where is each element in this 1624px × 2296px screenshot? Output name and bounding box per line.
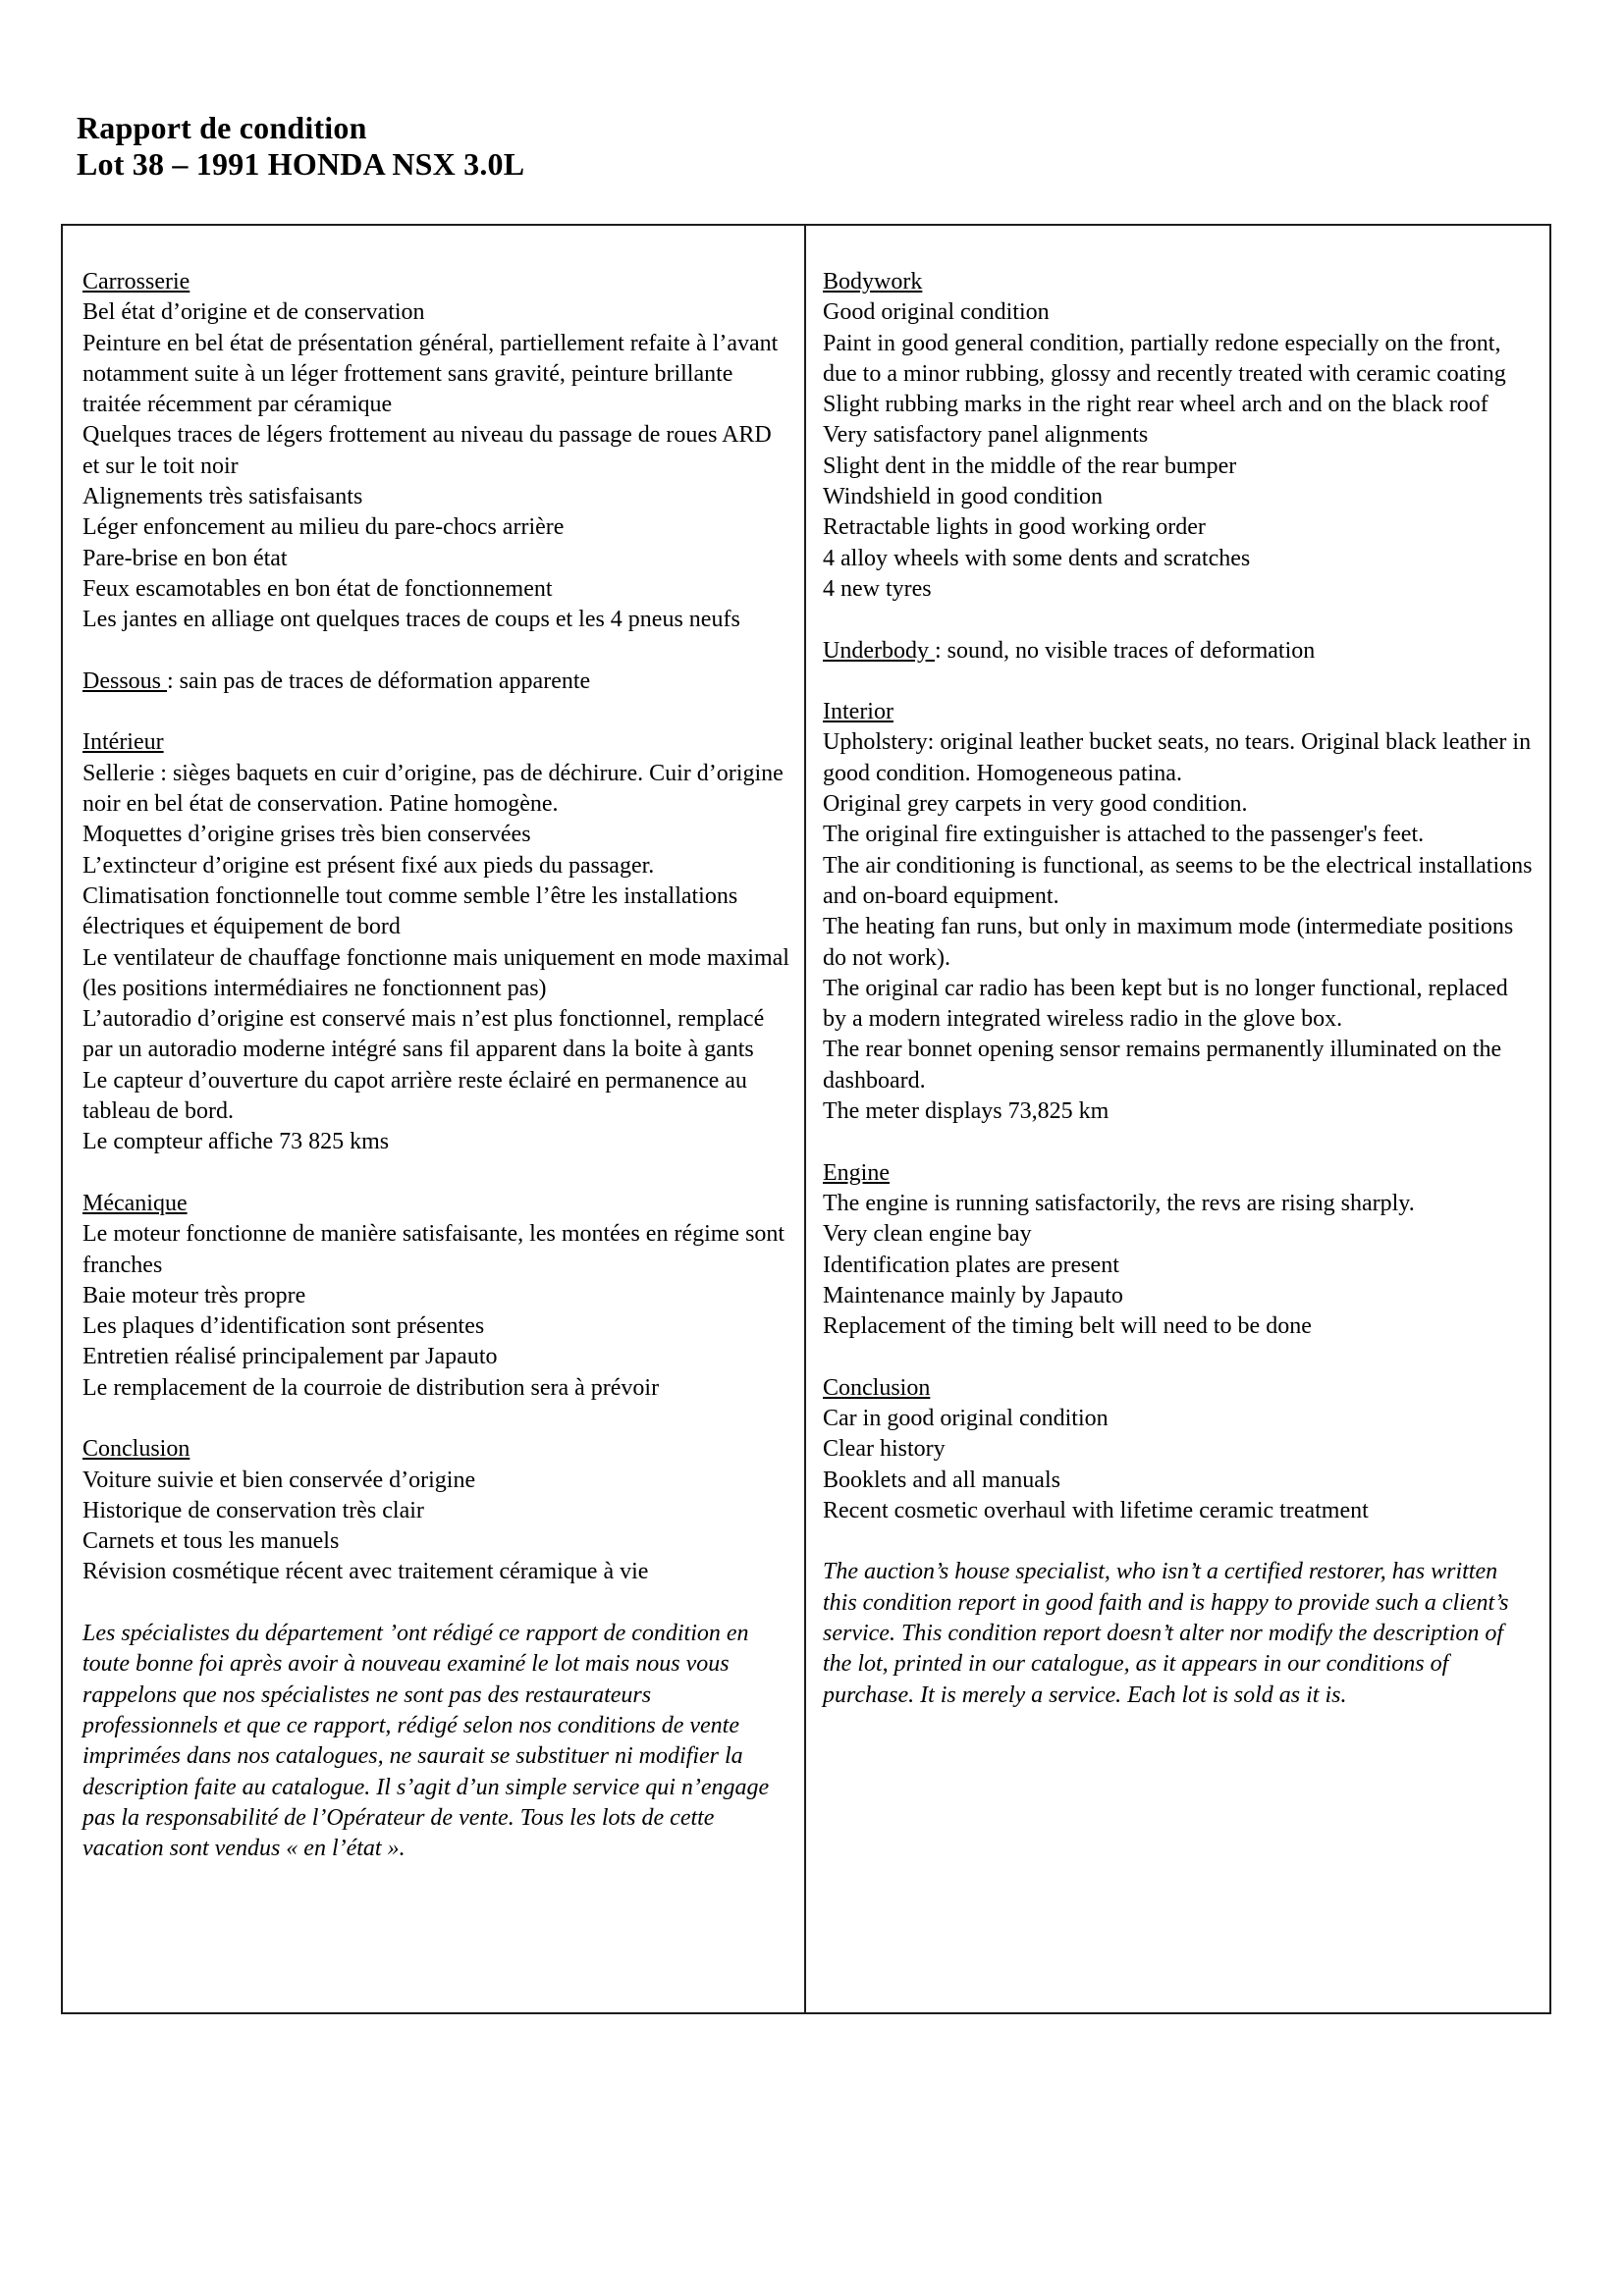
report-line: Original grey carpets in very good condition. bbox=[823, 791, 1248, 818]
section-heading: Interior bbox=[823, 699, 893, 725]
report-line: Slight rubbing marks in the right rear wheel arch and on the black roof bbox=[823, 392, 1489, 418]
report-line: Car in good original condition bbox=[823, 1405, 1109, 1431]
report-line: Moquettes d’origine grises très bien conservées bbox=[82, 822, 531, 848]
report-line: The original car radio has been kept but is no longer functional, replaced by a modern integrated wireless radio in the glove box. bbox=[823, 975, 1508, 1033]
report-line: Very satisfactory panel alignments bbox=[823, 422, 1149, 449]
report-line: Clear history bbox=[823, 1436, 946, 1463]
section-heading: Intérieur bbox=[82, 729, 164, 756]
section-heading-line bbox=[82, 1434, 791, 1465]
section-heading-line bbox=[82, 267, 791, 297]
disclaimer-paragraph: Les spécialistes du département ’ont rédigé ce rapport de condition en toute bonne foi après avoir à nouveau examiné le lot mais nous vous rappelons que nos spécialistes ne sont pas des restaurateurs professionnels et que ce rapport, rédigé selon nos conditions de vente imprimées dans nos catalogues, ne saurait se substituer ni modifier la description faite au catalogue. Il s’agit d’un simple service qui n’engage pas la responsabilité de l’Opérateur de vente. Tous les lots de cette vacation sont vendus « en l’état ». bbox=[82, 1621, 770, 1862]
report-section bbox=[823, 267, 1534, 605]
report-line: Le compteur affiche 73 825 kms bbox=[82, 1129, 390, 1155]
report-section bbox=[823, 636, 1534, 667]
section-heading-line bbox=[823, 1373, 1534, 1404]
section-heading: Mécanique bbox=[82, 1190, 188, 1216]
section-heading-line bbox=[823, 267, 1534, 297]
report-line: Sellerie : sièges baquets en cuir d’origine, pas de déchirure. Cuir d’origine noir en bel état de conservation. Patine homogène. bbox=[82, 760, 784, 818]
report-section bbox=[823, 697, 1534, 1127]
report-line: Les plaques d’identification sont présentes bbox=[82, 1313, 485, 1340]
report-line: Quelques traces de légers frottement au niveau du passage de roues ARD et sur le toit noir bbox=[82, 422, 772, 479]
report-line: L’extincteur d’origine est présent fixé aux pieds du passager. bbox=[82, 852, 655, 879]
report-line: Baie moteur très propre bbox=[82, 1282, 306, 1308]
lot-title: Lot 38 – 1991 HONDA NSX 3.0L bbox=[77, 146, 525, 182]
report-line: Maintenance mainly by Japauto bbox=[823, 1282, 1123, 1308]
report-line: Entretien réalisé principalement par Japauto bbox=[82, 1344, 498, 1370]
disclaimer-block bbox=[82, 1619, 791, 1864]
report-line: Recent cosmetic overhaul with lifetime ceramic treatment bbox=[823, 1497, 1369, 1523]
report-section bbox=[82, 267, 791, 636]
disclaimer-block bbox=[823, 1557, 1534, 1710]
report-line: Upholstery: original leather bucket seats, no tears. Original black leather in good condition. Homogeneous patina. bbox=[823, 729, 1532, 786]
report-line: Windshield in good condition bbox=[823, 484, 1104, 510]
report-line: Replacement of the timing belt will need to be done bbox=[823, 1313, 1312, 1340]
report-line: Le moteur fonctionne de manière satisfaisante, les montées en régime sont franches bbox=[82, 1221, 785, 1278]
report-section bbox=[82, 1434, 791, 1587]
disclaimer-paragraph: The auction’s house specialist, who isn’t a certified restorer, has written this condition report in good faith and is happy to provide such a client’s service. This condition report doesn’t alter nor modify the description of the lot, printed in our catalogue, as it appears in our conditions of purchase. It is merely a service. Each lot is sold as it is. bbox=[823, 1559, 1509, 1708]
report-line: Léger enfoncement au milieu du pare-chocs arrière bbox=[82, 514, 565, 541]
report-header bbox=[77, 110, 524, 183]
section-heading: Dessous bbox=[82, 667, 168, 694]
report-line: The engine is running satisfactorily, the revs are rising sharply. bbox=[823, 1190, 1415, 1216]
section-heading-line bbox=[823, 1158, 1534, 1189]
section-heading: Underbody bbox=[823, 637, 935, 664]
report-line: Peinture en bel état de présentation général, partiellement refaite à l’avant notamment suite à un léger frottement sans gravité, peinture brillante traitée récemment par céramique bbox=[82, 330, 779, 418]
report-line: Slight dent in the middle of the rear bumper bbox=[823, 453, 1237, 479]
section-heading-line bbox=[823, 697, 1534, 727]
report-line: Carnets et tous les manuels bbox=[82, 1528, 340, 1555]
report-section bbox=[82, 727, 791, 1157]
report-line: Bel état d’origine et de conservation bbox=[82, 299, 425, 326]
report-line: L’autoradio d’origine est conservé mais n’est plus fonctionnel, remplacé par un autoradio moderne intégré sans fil apparent dans la boite à gants bbox=[82, 1006, 765, 1063]
report-line: The air conditioning is functional, as seems to be the electrical installations and on-board equipment. bbox=[823, 852, 1533, 909]
report-line: The original fire extinguisher is attached to the passenger's feet. bbox=[823, 822, 1425, 848]
report-section bbox=[82, 1189, 791, 1404]
section-heading: Engine bbox=[823, 1159, 890, 1186]
section-heading-line bbox=[82, 727, 791, 758]
report-line: The meter displays 73,825 km bbox=[823, 1098, 1110, 1125]
section-heading: Bodywork bbox=[823, 269, 923, 294]
report-line: Révision cosmétique récent avec traitement céramique à vie bbox=[82, 1559, 649, 1585]
report-section bbox=[823, 1373, 1534, 1526]
report-line: The heating fan runs, but only in maximum mode (intermediate positions do not work). bbox=[823, 914, 1514, 971]
section-heading: Carrosserie bbox=[82, 269, 190, 294]
report-line: 4 new tyres bbox=[823, 575, 932, 602]
report-section bbox=[82, 667, 791, 697]
report-title: Rapport de condition bbox=[77, 110, 367, 145]
report-line: Climatisation fonctionnelle tout comme semble l’être les installations électriques et équipement de bord bbox=[82, 882, 738, 940]
report-line: Feux escamotables en bon état de fonctionnement bbox=[82, 575, 553, 602]
french-column bbox=[63, 226, 806, 2012]
report-line: Les jantes en alliage ont quelques traces de coups et les 4 pneus neufs bbox=[82, 607, 740, 633]
report-line: Very clean engine bay bbox=[823, 1221, 1032, 1248]
report-line: Historique de conservation très clair bbox=[82, 1497, 424, 1523]
report-line: Booklets and all manuals bbox=[823, 1467, 1060, 1493]
report-line: The rear bonnet opening sensor remains permanently illuminated on the dashboard. bbox=[823, 1037, 1502, 1094]
report-section bbox=[823, 1158, 1534, 1343]
report-line: Retractable lights in good working order bbox=[823, 514, 1206, 541]
report-line: Le remplacement de la courroie de distribution sera à prévoir bbox=[82, 1374, 660, 1401]
report-line: Pare-brise en bon état bbox=[82, 545, 288, 571]
report-line: 4 alloy wheels with some dents and scratches bbox=[823, 545, 1251, 571]
section-heading-line bbox=[823, 636, 1534, 667]
report-line: Paint in good general condition, partially redone especially on the front, due to a minor rubbing, glossy and recently treated with ceramic coating bbox=[823, 330, 1506, 387]
report-table bbox=[61, 224, 1551, 2014]
report-line: Voiture suivie et bien conservée d’origine bbox=[82, 1467, 476, 1493]
section-heading: Conclusion bbox=[82, 1436, 190, 1463]
english-column bbox=[806, 226, 1549, 2012]
section-heading: Conclusion bbox=[823, 1374, 931, 1401]
section-heading-line bbox=[82, 1189, 791, 1219]
report-line: Good original condition bbox=[823, 299, 1050, 326]
report-line: Le capteur d’ouverture du capot arrière reste éclairé en permanence au tableau de bord. bbox=[82, 1067, 747, 1125]
report-line: Le ventilateur de chauffage fonctionne mais uniquement en mode maximal (les positions intermédiaires ne fonctionnent pas) bbox=[82, 944, 789, 1001]
heading-inline-text: : sain pas de traces de déformation apparente bbox=[167, 667, 591, 694]
heading-inline-text: : sound, no visible traces of deformation bbox=[934, 637, 1316, 664]
report-line: Alignements très satisfaisants bbox=[82, 484, 363, 510]
report-line: Identification plates are present bbox=[823, 1252, 1119, 1278]
section-heading-line bbox=[82, 667, 791, 697]
